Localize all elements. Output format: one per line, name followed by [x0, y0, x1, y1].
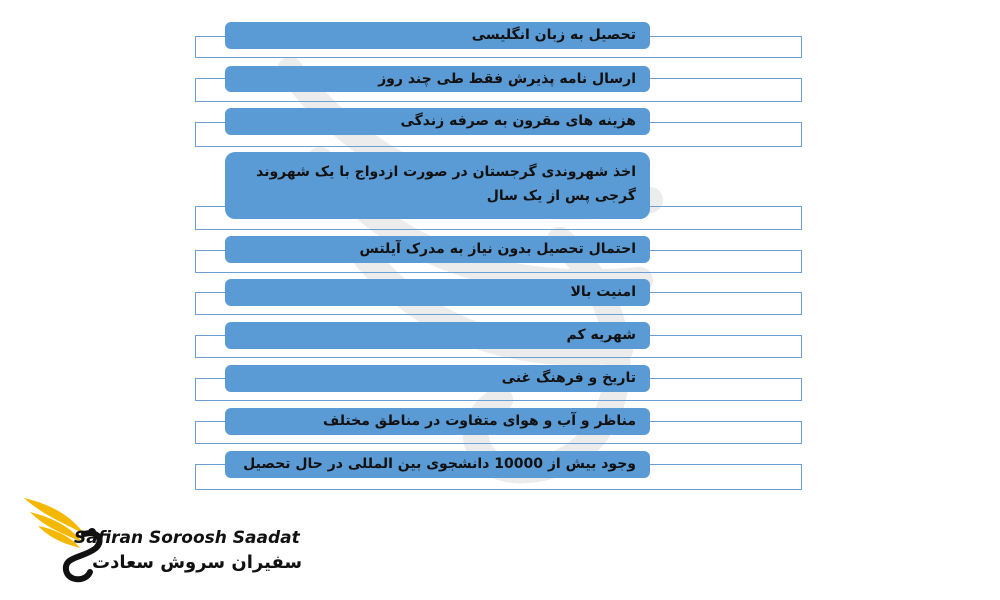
item-label: امنیت بالا — [225, 279, 650, 306]
item-label: وجود بیش از 10000 دانشجوی بین المللی در حال تحصیل — [225, 451, 650, 478]
item-label: مناظر و آب و هوای متفاوت در مناطق مختلف — [225, 408, 650, 435]
logo-text-en: Safiran Soroosh Saadat — [74, 528, 300, 548]
item-label: احتمال تحصیل بدون نیاز به مدرک آیلتس — [225, 236, 650, 263]
item-label: اخذ شهروندی گرجستان در صورت ازدواج با یک شهروند گرجی پس از یک سال — [225, 152, 650, 219]
item-label: شهریه کم — [225, 322, 650, 349]
item-label: تاریخ و فرهنگ غنی — [225, 365, 650, 392]
item-label: ارسال نامه پذیرش فقط طی چند روز — [225, 66, 650, 92]
item-label: تحصیل به زبان انگلیسی — [225, 22, 650, 49]
logo-text-fa: سفیران سروش سعادت — [92, 552, 303, 573]
item-label: هزینه های مقرون به صرفه زندگی — [225, 108, 650, 135]
